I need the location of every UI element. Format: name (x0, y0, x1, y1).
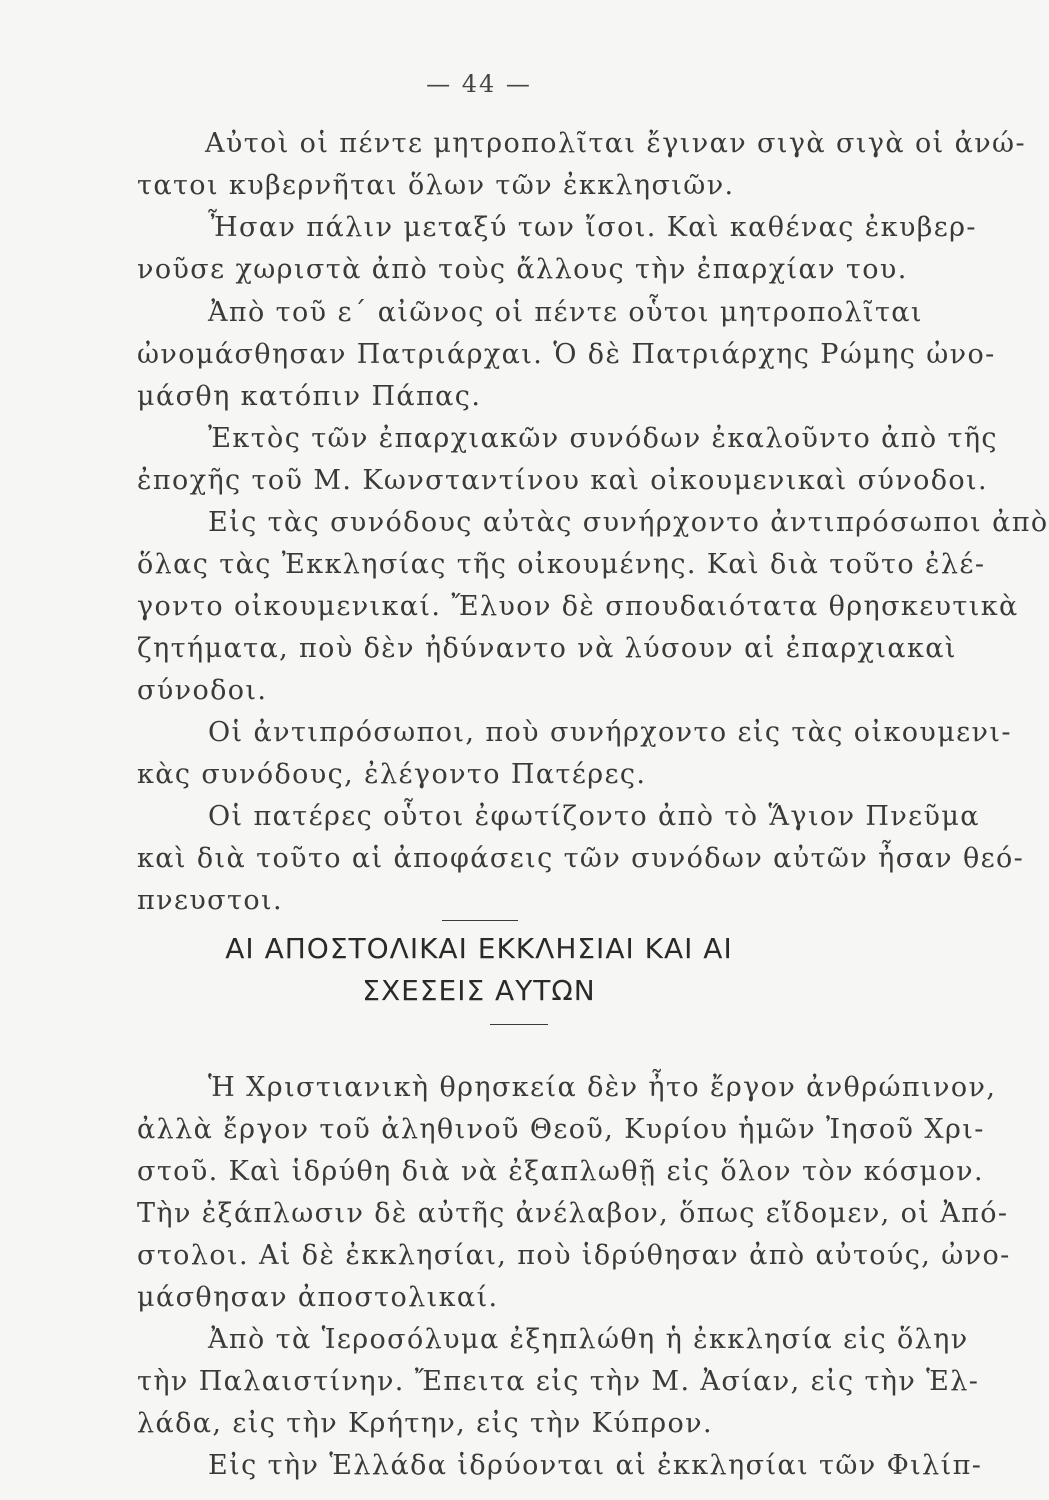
text-line: στολοι. Αἱ δὲ ἐκκλησίαι, ποὺ ἱδρύθησαν ἀπὸ αὐτούς, ὠνο- (137, 1240, 1011, 1271)
text-line: μάσθησαν ἀποστολικαί. (137, 1282, 499, 1313)
text-line: ἐποχῆς τοῦ Μ. Κωνσταντίνου καὶ οἰκουμενικαὶ σύνοδοι. (137, 465, 989, 496)
text-line: Ἀπὸ τὰ Ἱεροσόλυμα ἐξηπλώθη ἡ ἐκκλησία εἰς ὅλην (208, 1324, 969, 1355)
text-line: ἀλλὰ ἔργον τοῦ ἀληθινοῦ Θεοῦ, Κυρίου ἡμῶν Ἰησοῦ Χρι- (137, 1114, 985, 1145)
text-line: Αὐτοὶ οἱ πέντε μητροπολῖται ἔγιναν σιγὰ σιγὰ οἱ ἀνώ- (205, 128, 1026, 159)
text-line: λάδα, εἰς τὴν Κρήτην, εἰς τὴν Κύπρον. (137, 1408, 713, 1439)
text-line: Οἱ πατέρες οὗτοι ἐφωτίζοντο ἀπὸ τὸ Ἅγιον Πνεῦμα (208, 801, 980, 832)
section-divider (442, 920, 518, 921)
text-line: Οἱ ἀντιπρόσωποι, ποὺ συνήρχοντο εἰς τὰς οἰκουμενι- (208, 717, 1012, 748)
text-line: Εἰς τὰς συνόδους αὐτὰς συνήρχοντο ἀντιπρόσωποι ἀπὸ (208, 507, 1049, 538)
text-line: σύνοδοι. (137, 675, 268, 706)
text-line: πνευστοι. (137, 885, 283, 916)
text-line: Ἐκτὸς τῶν ἐπαρχιακῶν συνόδων ἐκαλοῦντο ἀπὸ τῆς (208, 423, 998, 454)
text-line: γοντο οἰκουμενικαί. Ἔλυον δὲ σπουδαιότατα θρησκευτικὰ (137, 591, 1019, 622)
page-number: — 44 — (426, 70, 532, 98)
text-line: ζητήματα, ποὺ δὲν ἠδύναντο νὰ λύσουν αἱ ἐπαρχιακαὶ (137, 633, 957, 664)
text-line: Εἰς τὴν Ἑλλάδα ἱδρύονται αἱ ἐκκλησίαι τῶν Φιλίπ- (208, 1450, 983, 1481)
text-line: ὠνομάσθησαν Πατριάρχαι. Ὁ δὲ Πατριάρχης Ρώμης ὠνο- (137, 339, 996, 370)
text-line: καὶ διὰ τοῦτο αἱ ἀποφάσεις τῶν συνόδων αὐτῶν ἦσαν θεό- (137, 843, 1025, 874)
text-line: τατοι κυβερνῆται ὅλων τῶν ἐκκλησιῶν. (137, 170, 735, 201)
section-heading-line-1: ΑΙ ΑΠΟΣΤΟΛΙΚΑΙ ΕΚΚΛΗΣΙΑΙ ΚΑΙ ΑΙ (225, 932, 733, 965)
text-line: στοῦ. Καὶ ἱδρύθη διὰ νὰ ἐξαπλωθῇ εἰς ὅλον τὸν κόσμον. (137, 1156, 984, 1187)
text-line: Ἀπὸ τοῦ ε΄ αἰῶνος οἱ πέντε οὗτοι μητροπολῖται (208, 297, 923, 328)
text-line: μάσθη κατόπιν Πάπας. (137, 381, 482, 412)
text-line: κὰς συνόδους, ἐλέγοντο Πατέρες. (137, 759, 647, 790)
heading-divider (490, 1024, 548, 1025)
text-line: τὴν Παλαιστίνην. Ἔπειτα εἰς τὴν Μ. Ἀσίαν, εἰς τὴν Ἑλ- (137, 1366, 980, 1397)
text-line: Ἡ Χριστιανικὴ θρησκεία δὲν ἦτο ἔργον ἀνθρώπινον, (208, 1072, 997, 1103)
text-line: νοῦσε χωριστὰ ἀπὸ τοὺς ἄλλους τὴν ἐπαρχίαν του. (137, 254, 908, 285)
text-line: Ἦσαν πάλιν μεταξύ των ἴσοι. Καὶ καθένας ἐκυβερ- (208, 212, 977, 243)
text-line: ὅλας τὰς Ἐκκλησίας τῆς οἰκουμένης. Καὶ διὰ τοῦτο ἐλέ- (137, 549, 986, 580)
section-heading-line-2: ΣΧΕΣΕΙΣ ΑΥΤΩΝ (362, 974, 596, 1007)
text-line: Τὴν ἐξάπλωσιν δὲ αὐτῆς ἀνέλαβον, ὅπως εἴδομεν, οἱ Ἀπό- (137, 1198, 1009, 1229)
